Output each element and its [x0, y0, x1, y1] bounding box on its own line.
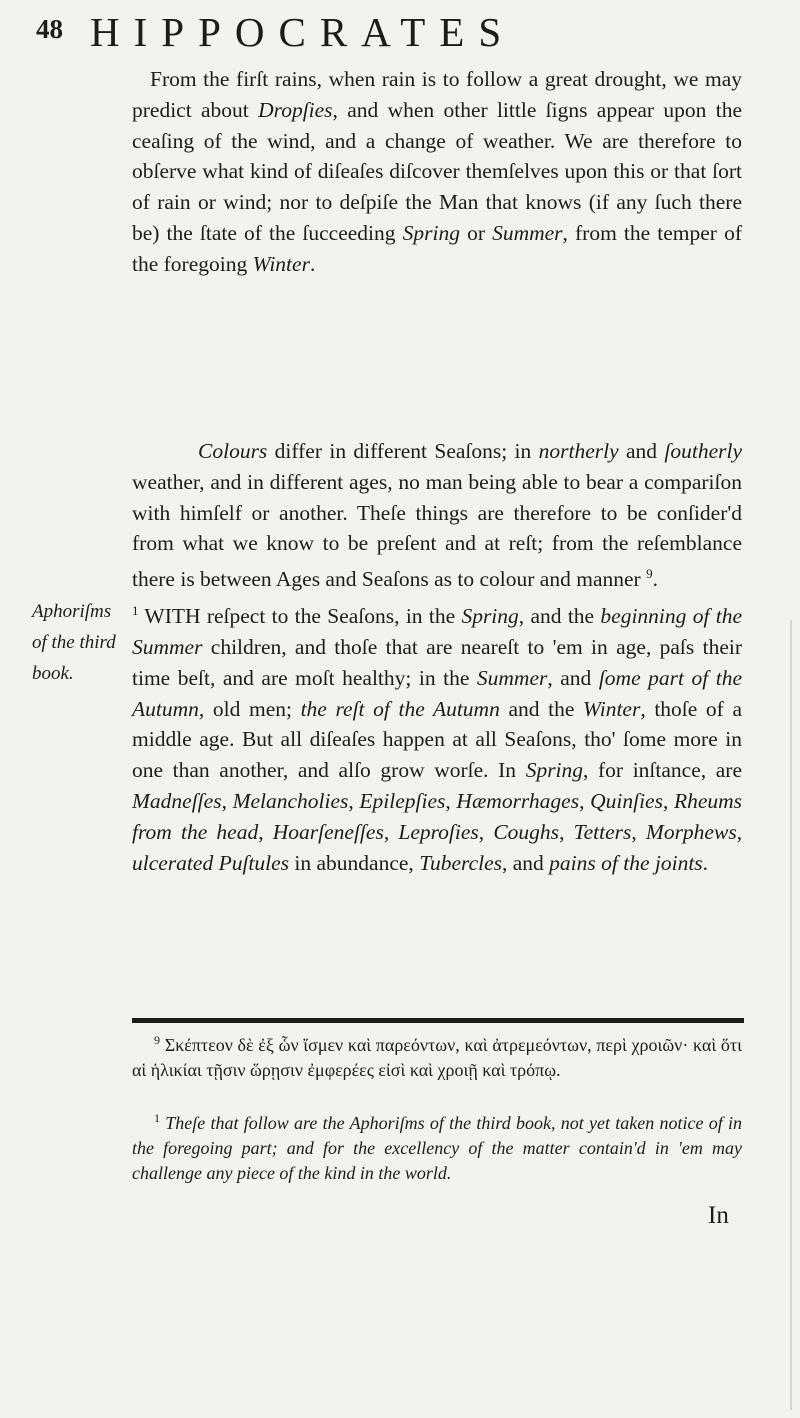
catchword: In: [708, 1202, 729, 1229]
running-head: HIPPOCRATES: [90, 9, 516, 55]
margin-note: Aphoriſms of the third book.: [32, 601, 116, 684]
footnote-ref-9: 9: [646, 566, 653, 582]
page-number: 48: [36, 14, 63, 44]
paragraph-dropsies: From the firſt rains, when rain is to follow a great drought, we may predict about Dropſies, and when other little ſigns appear upon the ceaſing of the wind, and a change of weather. We are therefore to obſerve what kind of diſeaſes diſcover themſelves upon this or that ſort of rain or wind; nor to deſpiſe the Man that knows (if any ſuch there be) the ſtate of the ſucceeding Spring or Summer, from the temper of the foregoing Winter.: [132, 67, 742, 276]
paragraph-seasons: $^1$ WITH reſpect to the Seaſons, in the Spring, and the beginning of the Summer children, and thoſe that are neareſt to 'em in age, paſs their time beſt, and are moſt healthy; in the Summer, and ſome part of the Autumn, old men; the reſt of the Autumn and the Winter, thoſe of a middle age. But all diſeaſes happen at all Seaſons, tho' ſome more in one than another, and alſo grow worſe. In Spring, for inſtance, are Madneſſes, Melancholies, Epilepſies, Hæmorrhages, Quinſies, Rheums from the head, Hoarſeneſſes, Leproſies, Coughs, Tetters, Morphews, ulcerated Puſtules in abundance, Tubercles, and pains of the joints.: [132, 603, 743, 875]
paragraph-colours: Colours differ in different Seaſons; in northerly and ſoutherly weather, and in different ages, no man being able to bear a compariſon with himſelf or another. Theſe things are therefore to be conſider'd from what we know to be preſent and at reſt; from the reſemblance there is between Ages and Seaſons as to colour and manner $^9$.: [132, 439, 742, 592]
page-edge-shadow: [790, 620, 792, 1410]
footnote-greek: $^9$ Σκέπτεον δὲ ἐξ ὧν ἴσμεν καὶ παρεόντων, καὶ ἀτρεμεόντων, περὶ χροιῶν· καὶ ὅτι αἱ ἡλικίαι τῇσιν ὥρῃσιν ἐμφερέες εἰσὶ καὶ χροιῇ καὶ τρόπῳ.: [132, 1033, 742, 1080]
footnote-aphorisms: $^1$ Theſe that follow are the Aphoriſms of the third book, not yet taken notice of in the foregoing part; and for the excellency of the matter contain'd in 'em may challenge any piece of the kind in the world.: [132, 1111, 742, 1183]
footnote-divider: [132, 1018, 744, 1023]
footnote-ref-1: 1: [132, 603, 139, 618]
